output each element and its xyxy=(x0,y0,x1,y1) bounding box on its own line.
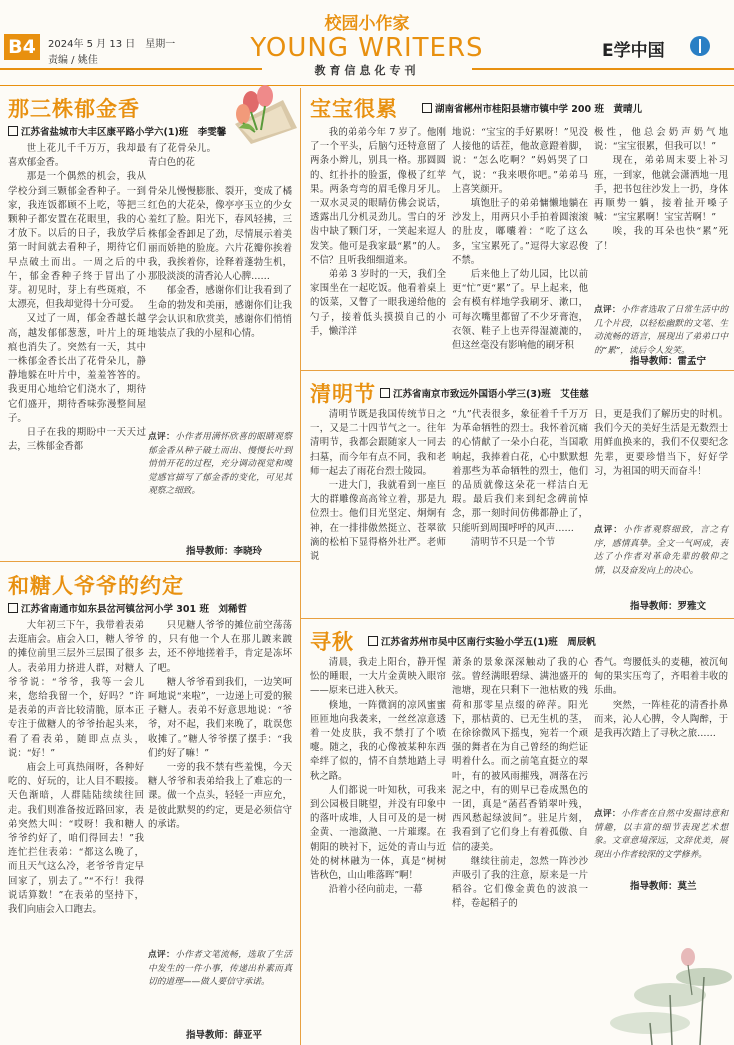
article-teacher-tulips: 指导教师：李晓玲 xyxy=(186,546,263,557)
article-comment-autumn: 点评：小作者在自然中发掘诗意和情趣，以丰富的细节表现艺术想象。文章意境深远，文辞优美，展现出小作者较深的文学修养。 xyxy=(594,809,729,860)
article-comment-qingming: 点评：小作者观察细致，言之有序，感情真挚。全文一气呵成，表达了小作者对革命先辈的敬仰之情，以及奋发向上的决心。 xyxy=(594,525,729,576)
article-title-qingming: 清明节 xyxy=(310,382,376,406)
section-divider-right-2 xyxy=(300,618,734,619)
article-byline-tulips: 江苏省盐城市大丰区康平路小学六(1)班 李雯馨 xyxy=(8,124,226,138)
article-title-baby: 宝宝很累 xyxy=(310,97,398,121)
article-comment-tulips: 点评：小作者用满怀欣喜的眼睛观察郁金香从种子破土而出、慢慢长叶到悄悄开花的过程，充分调动视觉和嗅觉感官描写了郁金香的变化，可见其观察之细致。 xyxy=(148,432,293,497)
article-body-promise-col1: 大年初三下午，我带着表弟去逛庙会。庙会入口，糖人爷爷的摊位前里三层外三层围了很多人。表弟用力挤进人群，对糖人爷爷说：“爷爷，我等一会儿来，您给我留一个，好吗？”许是表弟的声音比较清脆，原本正专注于做糖人的爷爷抬起头来，看了看表弟，随即点点头，说：“好！” 庙会上可真热闹呀，各种好吃的、好玩的，让人目不暇接。天色渐暗，人群陆陆续续往回走。我们则准备按近路回家，表弟突然大叫：“哎呀！我和糖人爷爷约好了，咱们得回去！”我连忙拦住表弟：“都这么晚了，而且天气这么冷，老爷爷肯定早回家了，别去了。”“不行！我得说话算数！”在表弟的坚持下，我们向庙会入口跑去。 xyxy=(8,620,144,916)
publication-logo: E学中国 xyxy=(602,41,665,61)
page-header xyxy=(0,0,734,88)
article-body-qingming-col3: 日，更是我们了解历史的时机。我们今天的美好生活是无数烈士用鲜血换来的，我们不仅要纪念先辈，更要珍惜当下，好好学习，为祖国的明天而奋斗！ xyxy=(594,409,728,477)
article-body-tulips-col1: 世上花儿千千万万，我却最喜欢郁金香。 那是一个偶然的机会，我从学校分到三颗郁金香种子。一到家，我连饭都顾不上吃，等把三颗种子都安置在花眼里，我的心才放下。以后的日子，我放学后第一时间就去看种子，期待它们早点破土而出。一周之后的中午，郁金香种子终于冒出了小芽。初见时，芽上有些斑痕，不太漂亮，但我却觉得十分可爱。 又过了一周，郁金香越长越高，越发郁郁葱葱，叶片上的斑痕也消失了。突然有一天，其中一株郁金香长出了花骨朵儿，静静地躲在叶片中，羞羞答答的。我更用心地给它们浇水了，期待它们盛开，期待香味弥漫整间屋子。 日子在我的期盼中一天天过去，三株郁金香都 xyxy=(8,143,146,453)
article-body-baby-col2: 地说：“宝宝的手好累呀！”见没人接他的话茬，他故意蹬着脚，说：“怎么吃啊？”妈妈哭了口气，说：“我来喂你吧。”弟弟马上喜笑颜开。 填饱肚子的弟弟慵懒地躺在沙发上，用两只小手拍着圆滚滚的肚皮，嘟囔着：“吃了这么多，宝宝累死了。”逗得大家忍俊不禁。 后来他上了幼儿园，比以前更“忙”更“累”了。早上起来，他会有模有样地学我刷牙、漱口，可每次嘴里都留了不少牙膏泡，衣领、鞋子上也弄得湿漉漉的，但这丝毫没有影响他的刷牙积 xyxy=(452,127,588,352)
article-byline-autumn: 江苏省苏州市吴中区南行实验小学五(1)班 周辰帆 xyxy=(368,634,596,648)
article-title-autumn: 寻秋 xyxy=(310,630,354,654)
article-byline-qingming: 江苏省南京市致远外国语小学三(3)班 艾佳慈 xyxy=(380,386,589,400)
article-comment-promise: 点评：小作者文笔流畅，选取了生活中发生的一件小事，传递出朴素而真切的道理——做人要信守承诺。 xyxy=(148,950,293,988)
article-body-baby-col1: 我的弟弟今年 7 岁了。他刚了一个平头，后脑勺还特意留了两条小辫儿，别具一格。那圆圆的、红扑扑的脸蛋，像极了红苹果。两条弯弯的眉毛像月牙儿。一双水灵灵的眼睛仿佛会说话，透露出几分机灵劲儿。雪白的牙齿中缺了颗门牙，一笑起来逗人发笑。他可是我家最“累”的人。不信？且听我细细道来。 弟弟 3 岁时的一天，我们全家围坐在一起吃饭。他看着桌上的饭菜，又瞥了一眼我递给他的勺子，接着低头摸摸自己的小手，懒洋洋 xyxy=(310,127,446,337)
article-body-promise-col2: 只见糖人爷爷的摊位前空荡荡的，只有他一个人在那儿踱来踱去，还不停地搓着手，肯定是冻坏了吧。 糖人爷爷看到我们，一边笑呵呵地说“来啦”，一边递上可爱的猴子糖人。表弟不好意思地说：“爷爷，对不起，我们来晚了，耽误您收摊了。”糖人爷爷摆了摆手：“我们约好了嘛！” 一旁的我不禁有些羞愧，今天糖人爷爷和表弟给我上了难忘的一课。做一个点头，轻轻一声应允，是彼此默契的约定，更是必须信守的承诺。 xyxy=(148,620,292,830)
e-xue-zhongguo-logo-mark-icon xyxy=(690,36,710,56)
article-teacher-promise: 指导教师：薛亚平 xyxy=(186,1030,263,1041)
article-body-tulips-col2: 骨朵儿慢慢膨胀、裂开，变成了橘红色的大花朵，像亭亭玉立的少女羞红了脸。阳光下，春风轻拂，三株郁金香卸足了劲，尽情展示着美丽而娇艳的脸庞。六片花瓣你挨着我，我挨着你，诠释着蓬勃生机，那股淡淡的清香沁人心脾…… 郁金香，感谢你们让我看到了生命的勃发和美丽，感谢你们让我学会认识和欣赏美，感谢你们悄悄地装点了我的小屋和心情。 xyxy=(148,186,292,340)
page-number: B4 xyxy=(4,34,40,60)
article-comment-baby: 点评：小作者选取了日常生活中的几个片段，以轻松幽默的文笔、生动流畅的语言，展现出了弟弟口中的“累”，读后令人发笑。 xyxy=(594,305,729,356)
article-teacher-baby: 指导教师：雷孟宁 xyxy=(630,356,707,367)
article-body-tulips-col2a: 有了花骨朵儿。青白色的花 xyxy=(148,143,216,169)
article-title-promise: 和糖人爷爷的约定 xyxy=(8,574,184,598)
article-body-autumn-col1: 清晨，我走上阳台，静开惺忪的睡眼，一大片金黄映入眼帘——原来已进入秋天。 倏地，一阵微润的凉风蜜蜜匝匝地向我袭来，一丝丝凉意透着一处皮肤，我不禁打了个喷嚏。随之，我的心像被某种东西牵绊了似的，情不自禁地踏上寻秋之路。 人们都说一叶知秋，可我来到公园极目眺望，并没有印象中的落叶成堆，人目可及的是一树金黄、一池潋滟、一片璀璨。在朝阳的映衬下，远处的青山与近处的树林融为一体，真是“树树皆秋色，山山唯落晖”啊！ 沿着小径向前走，一幕 xyxy=(310,657,446,896)
article-body-autumn-col3: 香气。弯腰低头的麦穗，被沉甸甸的果实压弯了，齐唱着丰收的乐曲。 突然，一阵桂花的清香扑鼻而来，沁人心脾，令人陶醉，于是我再次踏上了寻秋之旅…… xyxy=(594,657,728,740)
article-body-qingming-col2: “九”代表很多，象征着千千万万为革命牺牲的烈士。我怀着沉痛的心情献了一朵小白花，当国歌响起，我捧着白花，心中默默想着那些为革命牺牲的烈士，他们的品质就像这朵花一样洁白无瑕。最后我们来到纪念碑前悼念，那一刻时间仿佛都静止了，只能听到周围呼呼的风声…… 清明节不只是一个节 xyxy=(452,409,588,548)
column-title-en: YOUNG WRITERS xyxy=(250,33,484,63)
article-body-autumn-col2: 萧条的景象深深触动了我的心弦。曾经满眼碧绿、满池盛开的池塘，现在只剩下一池枯败的残荷和那零星点缀的碎萍。阳光下，那枯黄的、已无生机的茎，在徐徐微风下摇曳，宛若一个顽强的舞者在为自己曾经的绚烂证明着什么。而之前笔直挺立的翠叶，有的被风雨摧残，凋落在污泥之中，有的则早已卷成黑色的一团，真是“菡萏香销翠叶残，西风愁起绿波间”。驻足片刻，我看到了它们身上有着孤傲、自信的凄美。 继续往前走，忽然一阵沙沙声吸引了我的注意，原来是一片稻谷。它们像金黄色的波浪一样，卷起稻子的 xyxy=(452,657,588,910)
article-teacher-qingming: 指导教师：罗雅文 xyxy=(630,601,707,612)
issue-date: 2024年 5 月 13 日 星期一 xyxy=(48,39,176,50)
header-rule-bottom xyxy=(0,85,734,86)
section-divider-left xyxy=(0,561,300,562)
article-body-baby-col3: 极性，他总会奶声奶气地说：“宝宝很累，但我可以！” 现在，弟弟周末要上补习班，一到家，他就会潇洒地一甩手，把书包往沙发上一扔，身体再顺势一躺，接着扯开嗓子喊：“宝宝累啊！宝宝苦啊！” 唉，我的耳朵也快“累”死了！ xyxy=(594,127,728,252)
article-title-tulips: 那三株郁金香 xyxy=(8,97,140,121)
article-byline-promise: 江苏省南通市如东县岔河镇岔河小学 301 班 刘稀哲 xyxy=(8,601,247,615)
editor-credit: 责编 / 姚佳 xyxy=(48,55,98,66)
section-divider-right-1 xyxy=(300,370,734,371)
article-byline-baby: 湖南省郴州市桂阳县塘市镇中学 200 班 黄晴儿 xyxy=(422,101,642,115)
section-tagline: 教育信息化专刊 xyxy=(314,64,420,77)
lotus-pond-illustration-icon xyxy=(600,935,734,1045)
article-teacher-autumn: 指导教师：莫兰 xyxy=(630,881,697,892)
column-divider-left xyxy=(300,88,301,1045)
tulip-bouquet-illustration-icon xyxy=(221,84,301,146)
header-rule-right xyxy=(472,68,734,70)
column-title-cn: 校园小作家 xyxy=(324,14,410,34)
article-body-qingming-col1: 清明节既是我国传统节日之一，又是二十四节气之一。往年清明节，我都会跟随家人一同去扫墓，而今年有点不同，我和老师一起去了雨花台烈士陵园。 一进大门，我就看到一座巨大的群雕像高高耸立着，那是九位烈士。他们目光坚定、炯炯有神，在一排排傲然挺立、苍翠欲滴的松柏下显得格外壮严。老师说 xyxy=(310,409,446,563)
